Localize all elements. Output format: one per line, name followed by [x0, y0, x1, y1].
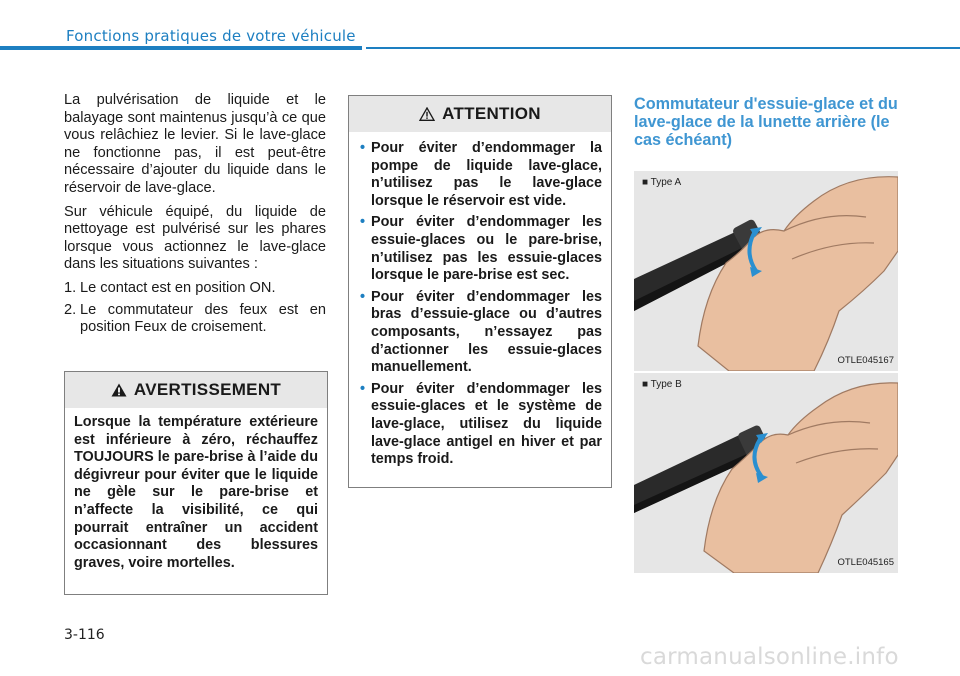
list-text: Pour éviter d’endommager les essuie-glaces et le système de lave-glace, utilisez du liquide lave-glace antigel en hiver et par temps froid.	[371, 380, 602, 468]
warning-text: Lorsque la température extérieure est inférieure à zéro, réchauffez TOUJOURS le pare-brise à l’aide du dégivreur pour éviter que le liquide ne gèle sur le pare-brise et n’affecte la visibilité, ce qui pourrait entraîner un accident occasionnant des blessures graves, voire mortelles.	[74, 414, 318, 571]
header-rule-thick	[0, 46, 362, 50]
warning-title: AVERTISSEMENT	[133, 380, 282, 399]
conditions-list	[64, 280, 326, 337]
header-rule-thin	[366, 47, 960, 49]
figure-type-b	[634, 373, 898, 573]
figure-type-label: ■ Type B	[642, 379, 682, 390]
attention-title: ATTENTION	[442, 104, 541, 123]
attention-box	[348, 95, 612, 488]
figure-code: OTLE045165	[837, 557, 894, 568]
bullet: •	[360, 140, 366, 156]
list-text: Pour éviter d’endommager les essuie-glaces ou le pare-brise, n’utilisez pas les essuie-glaces lorsque le pare-brise est sec.	[371, 214, 602, 284]
warning-box	[64, 371, 328, 595]
list-text: Le commutateur des feux est en position Feux de croisement.	[80, 301, 326, 336]
figure-type-a	[634, 171, 898, 371]
watermark: carmanualsonline.info	[640, 644, 899, 670]
list-number: 2.	[64, 301, 77, 318]
list-number: 1.	[64, 279, 77, 296]
list-text: Pour éviter d’endommager les bras d’essuie-glace ou d’autres composants, n’essayez pas d’actionner les essuie-glaces manuellement.	[371, 288, 602, 376]
bullet: •	[360, 214, 366, 231]
warning-header	[65, 372, 327, 408]
attention-header	[349, 96, 611, 132]
list-item	[64, 280, 326, 298]
section-title: Commutateur d'essuie-glace et du lave-glace de la lunette arrière (le cas échéant)	[634, 95, 898, 149]
list-item	[360, 381, 602, 469]
list-item	[360, 140, 602, 210]
wiper-lever-hand-illustration	[634, 171, 898, 371]
page-header-title: Fonctions pratiques de votre véhicule	[66, 27, 356, 45]
page-number: 3-116	[64, 627, 105, 643]
figure-code: OTLE045167	[837, 355, 894, 366]
bullet: •	[360, 380, 366, 397]
paragraph-spray: La pulvérisation de liquide et le balayage sont maintenus jusqu’à ce que vous relâchiez le levier. Si le lave-glace ne fonctionne pas, il est peut-être nécessaire d’ajouter du liquide dans le réservoir de lave-glace.	[64, 92, 326, 196]
figure-type-label: ■ Type A	[642, 177, 682, 188]
list-text: Pour éviter d’endommager la pompe de liquide lave-glace, n’utilisez pas le lave-glace lorsque le réservoir est vide.	[371, 140, 602, 209]
list-text: Le contact est en position ON.	[80, 279, 276, 296]
paragraph-headlamp-washer: Sur véhicule équipé, du liquide de nettoyage est pulvérisé sur les phares lorsque vous actionnez le lave-glace dans les situations suivantes :	[64, 203, 326, 273]
list-item	[360, 289, 602, 377]
wiper-lever-hand-illustration	[634, 373, 898, 573]
attention-list	[349, 132, 611, 469]
warning-triangle-icon	[111, 383, 127, 397]
caution-triangle-icon	[419, 107, 435, 121]
list-item	[360, 214, 602, 284]
list-item	[64, 302, 326, 337]
left-column	[64, 92, 326, 341]
bullet: •	[360, 288, 366, 305]
